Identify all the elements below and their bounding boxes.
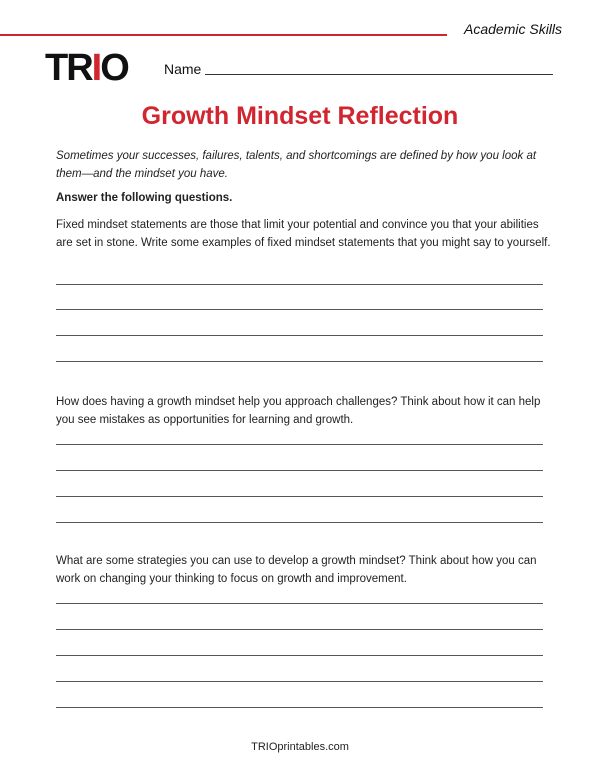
answer-line[interactable] xyxy=(56,444,543,445)
name-field[interactable] xyxy=(205,74,553,75)
instructions: Answer the following questions. xyxy=(56,192,233,204)
name-label: Name xyxy=(164,61,202,77)
answer-line[interactable] xyxy=(56,707,543,708)
question-2: How does having a growth mindset help you approach challenges? Think about how it can help you see mistakes as opportunities for learning and growth. xyxy=(56,396,541,426)
answer-line[interactable] xyxy=(56,681,543,682)
answer-line[interactable] xyxy=(56,603,543,604)
answer-line[interactable] xyxy=(56,309,543,310)
page-title: Growth Mindset Reflection xyxy=(141,102,459,130)
answer-line[interactable] xyxy=(56,470,543,471)
answer-line[interactable] xyxy=(56,655,543,656)
header-rule xyxy=(0,34,447,36)
trio-logo: TRIO xyxy=(45,47,128,89)
answer-line[interactable] xyxy=(56,284,543,285)
answer-line[interactable] xyxy=(56,522,543,523)
question-1: Fixed mindset statements are those that limit your potential and convince you that your abilities are set in stone. Write some examples of fixed mindset statements that you might say to yourself. xyxy=(56,219,551,249)
question-3: What are some strategies you can use to develop a growth mindset? Think about how you can work on changing your thinking to focus on growth and improvement. xyxy=(56,555,537,585)
answer-line[interactable] xyxy=(56,629,543,630)
category-label: Academic Skills xyxy=(464,21,563,37)
answer-line[interactable] xyxy=(56,496,543,497)
answer-line[interactable] xyxy=(56,335,543,336)
footer-url: TRIOprintables.com xyxy=(251,741,349,753)
intro-text: Sometimes your successes, failures, talents, and shortcomings are defined by how you look at them—and the mindset you have. xyxy=(56,150,537,180)
answer-line[interactable] xyxy=(56,361,543,362)
